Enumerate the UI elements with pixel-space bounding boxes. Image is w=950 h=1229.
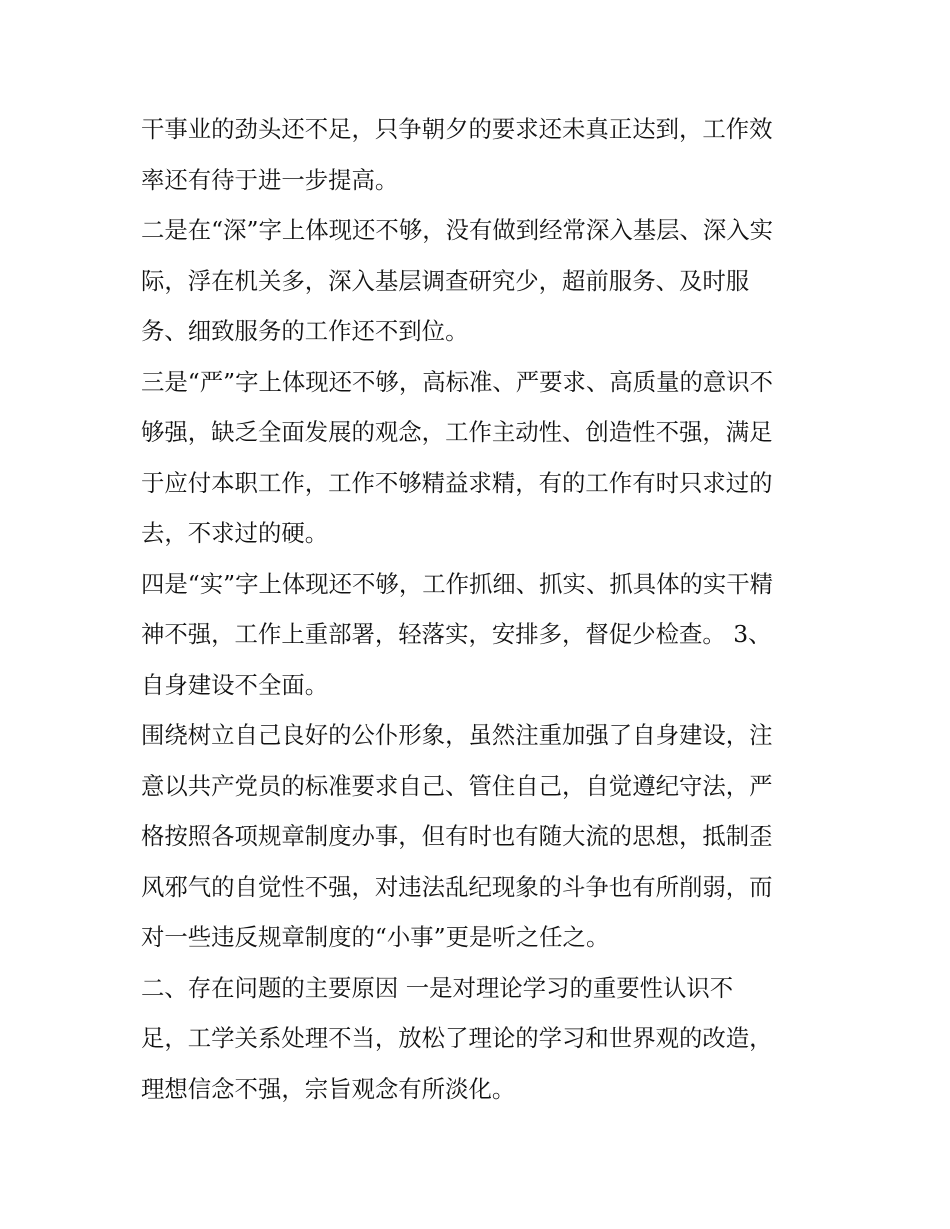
text-line: 率还有待于进一步提高。 — [141, 166, 399, 194]
text-line: 意以共产党员的标准要求自己、管住自己，自觉遵纪守法，严 — [141, 772, 773, 800]
text-line: 务、细致服务的工作还不到位。 — [141, 317, 469, 345]
text-line: 风邪气的自觉性不强，对违法乱纪现象的斗争也有所削弱，而 — [141, 873, 773, 901]
text-line: 自身建设不全面。 — [141, 671, 329, 699]
text-line: 三是“严”字上体现还不够，高标准、严要求、高质量的意识不 — [141, 368, 774, 396]
text-line: 足，工学关系处理不当，放松了理论的学习和世界观的改造， — [141, 1024, 773, 1052]
text-line: 四是“实”字上体现还不够，工作抓细、抓实、抓具体的实干精 — [141, 570, 774, 598]
text-line: 二、存在问题的主要原因 一是对理论学习的重要性认识不 — [141, 974, 734, 1002]
text-line: 际，浮在机关多，深入基层调查研究少，超前服务、及时服 — [141, 267, 750, 295]
text-line: 围绕树立自己良好的公仆形象，虽然注重加强了自身建设，注 — [141, 721, 773, 749]
text-line: 理想信念不强，宗旨观念有所淡化。 — [141, 1075, 516, 1103]
text-line: 干事业的劲头还不足，只争朝夕的要求还未真正达到，工作效 — [141, 115, 773, 143]
text-line: 去，不求过的硬。 — [141, 519, 329, 547]
text-line: 格按照各项规章制度办事，但有时也有随大流的思想，抵制歪 — [141, 822, 773, 850]
text-line: 神不强，工作上重部署，轻落实，安排多，督促少检查。 3、 — [141, 620, 772, 648]
text-line: 二是在“深”字上体现还不够，没有做到经常深入基层、深入实 — [141, 216, 774, 244]
text-line: 于应付本职工作，工作不够精益求精，有的工作有时只求过的 — [141, 469, 773, 497]
text-line: 对一些违反规章制度的“小事”更是听之任之。 — [141, 923, 610, 951]
text-line: 够强，缺乏全面发展的观念，工作主动性、创造性不强，满足 — [141, 418, 773, 446]
